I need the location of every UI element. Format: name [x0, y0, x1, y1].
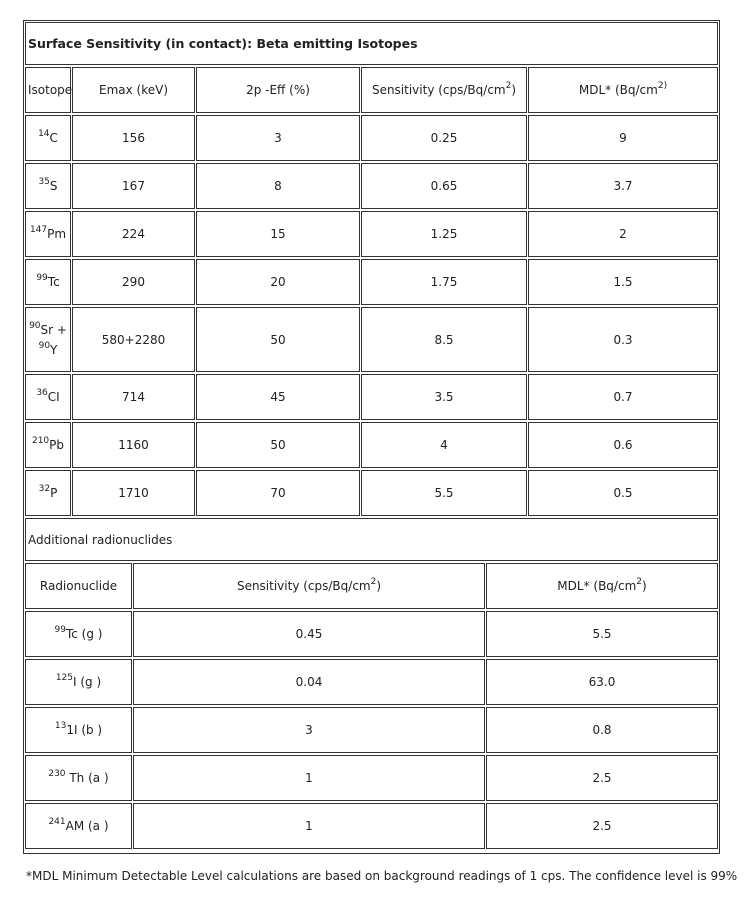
- radionuclide-label: [55, 722, 102, 738]
- isotope-cell: [25, 211, 71, 257]
- radionuclide-symbol: Th (a ): [65, 771, 109, 785]
- mdl-cell: [528, 259, 718, 305]
- isotope-symbol: Sr +: [40, 322, 67, 337]
- radionuclide-mass: 13: [54, 721, 67, 731]
- isotope-line: [29, 322, 67, 338]
- emax-cell: [72, 422, 195, 468]
- isotope-label: [32, 437, 64, 453]
- footnote: *MDL Minimum Detectable Level calculations are based on background readings of 1 cps. The confidence level is 99%: [26, 869, 738, 883]
- add-mdl-value: 5.5: [592, 627, 612, 641]
- mdl-cell: [528, 470, 718, 516]
- sensitivity-cell: [361, 307, 527, 372]
- add-header-mdl: [486, 563, 718, 609]
- add-header-sensitivity-wrap: [237, 578, 381, 594]
- eff-cell: [196, 422, 360, 468]
- add-mdl-value: 0.8: [592, 723, 612, 737]
- isotope-mass: 147: [29, 225, 48, 235]
- radionuclide-cell: [25, 707, 132, 753]
- header-sensitivity-wrap: [372, 82, 516, 98]
- add-header-mdl-sup: 2: [636, 577, 642, 587]
- mdl-value: 3.7: [613, 179, 633, 193]
- eff-cell: [196, 374, 360, 420]
- eff-value: 45: [270, 390, 286, 404]
- radionuclide-label: [48, 770, 108, 786]
- isotope-symbol: Tc: [47, 275, 60, 289]
- radionuclide-symbol: 1I (b ): [66, 723, 103, 737]
- isotope-label: [30, 226, 66, 242]
- radionuclide-mass: 125: [55, 673, 74, 683]
- add-mdl-cell: [486, 659, 718, 705]
- add-mdl-cell: [486, 707, 718, 753]
- radionuclide-cell: [25, 803, 132, 849]
- add-sensitivity-cell: [133, 755, 485, 801]
- header-isotope: [25, 67, 71, 113]
- isotope-line: [36, 274, 59, 290]
- mdl-value: 0.6: [613, 438, 633, 452]
- isotope-mass: 90: [29, 320, 41, 331]
- table-title-text: Surface Sensitivity (in contact): Beta emitting Isotopes: [28, 35, 418, 51]
- mdl-cell: [528, 211, 718, 257]
- mdl-value: 0.7: [613, 390, 633, 404]
- emax-cell: [72, 259, 195, 305]
- header-isotope-text: Isotope: [28, 83, 73, 97]
- mdl-cell: [528, 422, 718, 468]
- eff-cell: [196, 115, 360, 161]
- isotope-symbol: CI: [47, 390, 60, 404]
- mdl-value: 0.3: [613, 332, 633, 347]
- radionuclide-symbol: AM (a ): [65, 819, 109, 833]
- emax-value: 1710: [118, 486, 149, 500]
- radionuclide-label: [55, 626, 103, 642]
- isotope-symbol: C: [49, 131, 58, 145]
- add-sensitivity-value: 0.04: [295, 675, 323, 689]
- eff-cell: [196, 307, 360, 372]
- isotope-mass: 14: [38, 129, 50, 139]
- add-header-mdl-close: ): [642, 579, 647, 593]
- emax-value: 156: [122, 131, 145, 145]
- header-sensitivity: [361, 67, 527, 113]
- emax-value: 580+2280: [101, 332, 166, 347]
- header-mdl-wrap: [579, 82, 667, 98]
- header-sensitivity-text: Sensitivity (cps/Bq/cm: [371, 83, 506, 97]
- header-mdl-text: MDL* (Bq/cm: [578, 83, 658, 97]
- radionuclide-mass: 241: [48, 817, 66, 827]
- isotope-mass: 35: [38, 177, 50, 187]
- isotope-mass: 32: [38, 484, 51, 494]
- isotope-cell: [25, 259, 71, 305]
- isotope-symbol: S: [49, 179, 58, 193]
- isotope-line: [38, 178, 57, 194]
- eff-value: 70: [270, 486, 286, 500]
- isotope-cell: [25, 470, 71, 516]
- add-mdl-value: 2.5: [592, 819, 612, 833]
- sensitivity-cell: [361, 163, 527, 209]
- emax-value: 167: [122, 179, 145, 193]
- add-mdl-cell: [486, 755, 718, 801]
- table-title: [25, 22, 718, 65]
- isotope-cell: [25, 163, 71, 209]
- emax-cell: [72, 374, 195, 420]
- isotope-symbol: Pm: [47, 227, 67, 241]
- radionuclide-symbol: I (g ): [73, 675, 102, 689]
- isotope-line: [36, 389, 59, 405]
- eff-cell: [196, 470, 360, 516]
- eff-cell: [196, 259, 360, 305]
- header-emax: [72, 67, 195, 113]
- mdl-cell: [528, 307, 718, 372]
- emax-value: 290: [122, 275, 145, 289]
- add-header-sensitivity: [133, 563, 485, 609]
- mdl-cell: [528, 115, 718, 161]
- mdl-cell: [528, 163, 718, 209]
- isotope-line: [32, 437, 64, 453]
- add-header-radionuclide: [25, 563, 132, 609]
- sensitivity-cell: [361, 115, 527, 161]
- eff-value: 8: [274, 179, 282, 193]
- sensitivity-cell: [361, 211, 527, 257]
- add-mdl-cell: [486, 803, 718, 849]
- isotope-label: [36, 389, 59, 405]
- header-eff-text: 2p -Eff (%): [246, 83, 310, 97]
- add-sensitivity-cell: [133, 803, 485, 849]
- add-mdl-value: 2.5: [592, 771, 612, 785]
- add-mdl-cell: [486, 611, 718, 657]
- add-mdl-value: 63.0: [588, 675, 616, 689]
- radionuclide-mass: 230: [48, 769, 66, 779]
- add-sensitivity-cell: [133, 707, 485, 753]
- isotope-cell: [25, 115, 71, 161]
- mdl-value: 1.5: [613, 275, 633, 289]
- eff-value: 50: [270, 438, 286, 452]
- add-sensitivity-value: 3: [305, 723, 313, 737]
- radionuclide-label: [48, 818, 108, 834]
- eff-cell: [196, 163, 360, 209]
- sensitivity-value: 8.5: [434, 332, 454, 347]
- radionuclide-cell: [25, 611, 132, 657]
- isotope-cell: [25, 307, 71, 372]
- header-sensitivity-sup: 2: [505, 81, 512, 91]
- add-header-mdl-text: MDL* (Bq/cm: [557, 579, 637, 593]
- add-header-sensitivity-text: Sensitivity (cps/Bq/cm: [236, 579, 371, 593]
- sensitivity-value: 1.25: [430, 227, 458, 241]
- isotope-label: [38, 178, 57, 194]
- emax-cell: [72, 307, 195, 372]
- add-header-sensitivity-close: ): [376, 579, 382, 593]
- isotope-line: [39, 485, 58, 501]
- isotope-mass: 99: [36, 273, 48, 283]
- eff-value: 15: [270, 227, 286, 241]
- emax-value: 714: [122, 390, 145, 404]
- add-header-mdl-wrap: [557, 578, 646, 594]
- mdl-cell: [528, 374, 718, 420]
- sensitivity-cell: [361, 470, 527, 516]
- isotope-line: [38, 130, 58, 146]
- sensitivity-value: 3.5: [434, 390, 454, 404]
- isotope-label: [29, 322, 67, 358]
- emax-cell: [72, 470, 195, 516]
- add-header-sensitivity-sup: 2: [370, 577, 377, 587]
- isotope-symbol: P: [50, 486, 58, 500]
- sensitivity-value: 0.25: [430, 131, 458, 145]
- isotope-symbol: Pb: [49, 438, 65, 452]
- radionuclide-symbol: Tc (g ): [65, 627, 103, 641]
- isotope-label: [39, 485, 58, 501]
- additional-heading-text: Additional radionuclides: [28, 532, 173, 547]
- header-emax-text: Emax (keV): [98, 83, 169, 97]
- sensitivity-cell: [361, 374, 527, 420]
- isotope-mass-2: 90: [38, 340, 51, 351]
- add-sensitivity-cell: [133, 659, 485, 705]
- isotope-line-2: [29, 342, 67, 358]
- isotope-label: [36, 274, 59, 290]
- radionuclide-mass: 99: [54, 625, 66, 635]
- emax-cell: [72, 115, 195, 161]
- header-eff: [196, 67, 360, 113]
- emax-cell: [72, 163, 195, 209]
- radionuclide-cell: [25, 755, 132, 801]
- emax-cell: [72, 211, 195, 257]
- sensitivity-value: 1.75: [430, 275, 458, 289]
- radionuclide-cell: [25, 659, 132, 705]
- emax-value: 224: [122, 227, 145, 241]
- add-sensitivity-value: 0.45: [295, 627, 323, 641]
- radionuclide-label: [56, 674, 101, 690]
- header-mdl: [528, 67, 718, 113]
- mdl-value: 0.5: [613, 486, 633, 500]
- isotope-mass: 210: [31, 436, 50, 446]
- add-header-radionuclide-text: Radionuclide: [39, 579, 118, 593]
- header-mdl-sup: 2): [657, 81, 668, 91]
- sensitivity-value: 4: [440, 438, 448, 452]
- sensitivity-cell: [361, 422, 527, 468]
- mdl-value: 2: [619, 227, 627, 241]
- mdl-value: 9: [619, 131, 627, 145]
- add-sensitivity-cell: [133, 611, 485, 657]
- sensitivity-value: 5.5: [434, 486, 454, 500]
- emax-value: 1160: [118, 438, 149, 452]
- eff-value: 3: [274, 131, 282, 145]
- isotope-cell: [25, 374, 71, 420]
- eff-value: 50: [270, 332, 286, 347]
- isotope-line: [30, 226, 66, 242]
- additional-heading: [25, 518, 718, 561]
- add-sensitivity-value: 1: [305, 819, 313, 833]
- add-sensitivity-value: 1: [305, 771, 313, 785]
- sensitivity-cell: [361, 259, 527, 305]
- eff-cell: [196, 211, 360, 257]
- isotope-symbol-2: Y: [50, 342, 58, 357]
- eff-value: 20: [270, 275, 286, 289]
- isotope-cell: [25, 422, 71, 468]
- header-sensitivity-close: ): [511, 83, 517, 97]
- isotope-label: [38, 130, 58, 146]
- isotope-mass: 36: [36, 388, 48, 398]
- sensitivity-value: 0.65: [430, 179, 458, 193]
